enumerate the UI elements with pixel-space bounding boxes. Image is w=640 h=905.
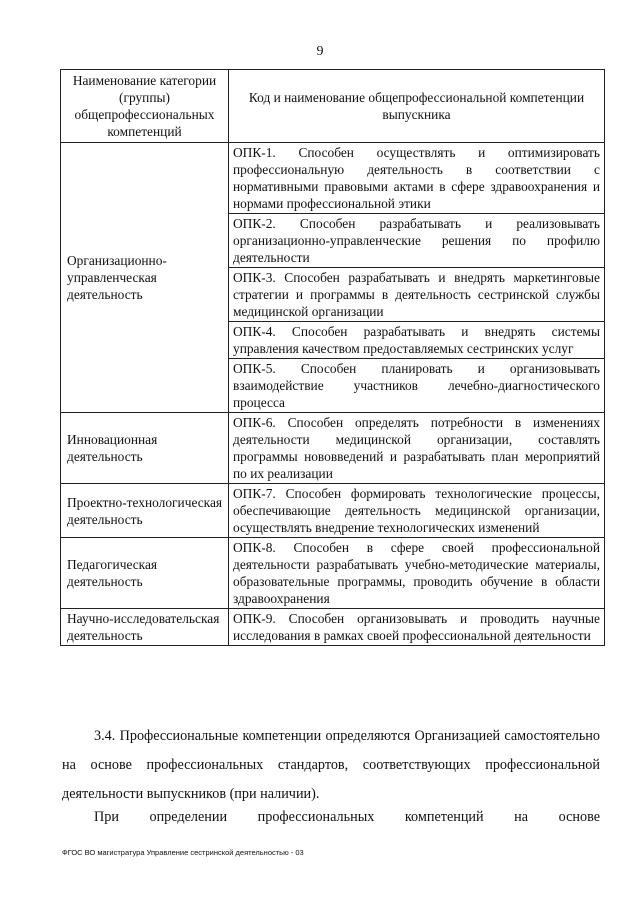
category-innovation: Инновационная деятельность (61, 413, 229, 484)
competence-table (60, 69, 605, 646)
table-row (61, 484, 605, 538)
competence-opk-7: ОПК-7. Способен формировать технологические процессы, обеспечивающие деятельность медицинской организации, осуществлять внедрение технологических изменений (229, 484, 605, 538)
table-header-row (61, 70, 605, 143)
competence-opk-4: ОПК-4. Способен разрабатывать и внедрять системы управления качеством предоставляемых сестринских услуг (229, 322, 605, 359)
header-category: Наименование категории (группы) общепрофессиональных компетенций (61, 70, 229, 143)
table-row (61, 538, 605, 609)
competence-opk-8: ОПК-8. Способен в сфере своей профессиональной деятельности разрабатывать учебно-методические материалы, образовательные программы, проводить обучение в области здравоохранения (229, 538, 605, 609)
header-competence: Код и наименование общепрофессиональной компетенции выпускника (229, 70, 605, 143)
competence-opk-9: ОПК-9. Способен организовывать и проводить научные исследования в рамках своей профессиональной деятельности (229, 609, 605, 646)
category-organizational: Организационно-управленческая деятельность (61, 143, 229, 413)
paragraph-continuation: При определении профессиональных компетенций на основе (94, 809, 600, 825)
competence-opk-1: ОПК-1. Способен осуществлять и оптимизировать профессиональную деятельность в соответствии с нормативными правовыми актами в сфере здравоохранения и нормами профессиональной этики (229, 143, 605, 214)
competence-opk-6: ОПК-6. Способен определять потребности в изменениях деятельности медицинской организации, составлять программы нововведений и разрабатывать план мероприятий по их реализации (229, 413, 605, 484)
table-row (61, 609, 605, 646)
table-row (61, 143, 605, 214)
table-row (61, 413, 605, 484)
category-research: Научно-исследовательская деятельность (61, 609, 229, 646)
paragraph-3-4: 3.4. Профессиональные компетенции определяются Организацией самостоятельно на основе профессиональных стандартов, соответствующих профессиональной деятельности выпускников (при наличии). (62, 728, 600, 802)
category-pedagogical: Педагогическая деятельность (61, 538, 229, 609)
competence-opk-5: ОПК-5. Способен планировать и организовывать взаимодействие участников лечебно-диагностического процесса (229, 359, 605, 413)
category-project-technological: Проектно-технологическая деятельность (61, 484, 229, 538)
competence-opk-3: ОПК-3. Способен разрабатывать и внедрять маркетинговые стратегии и программы в деятельность сестринской службы медицинской организации (229, 268, 605, 322)
page-number: 9 (316, 44, 324, 59)
footer-note: ФГОС ВО магистратура Управление сестринской деятельностью - 03 (62, 848, 304, 857)
competence-opk-2: ОПК-2. Способен разрабатывать и реализовывать организационно-управленческие решения по профилю деятельности (229, 214, 605, 268)
